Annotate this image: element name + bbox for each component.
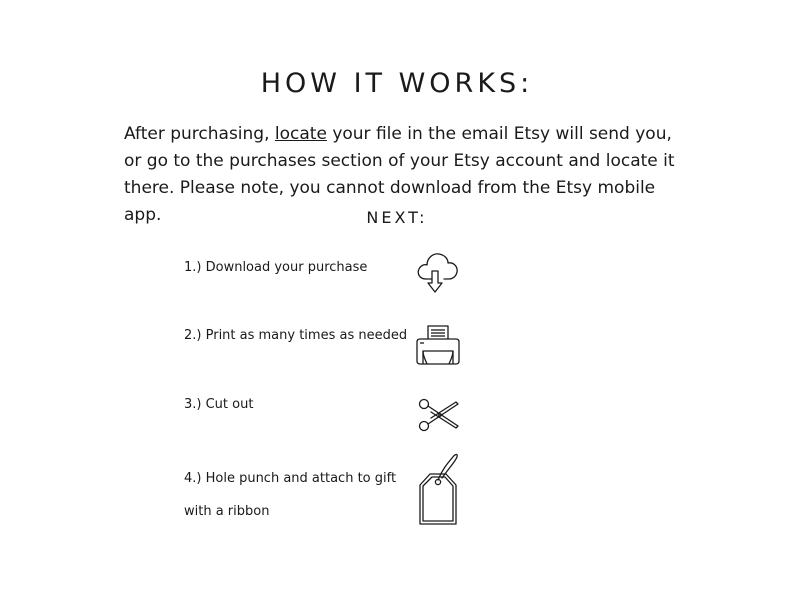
- step-4-text: 4.) Hole punch and attach to gift: [184, 471, 397, 486]
- locate-link-text: locate: [274, 124, 327, 144]
- next-heading: NEXT:: [366, 208, 428, 227]
- cloud-download-icon: [414, 249, 462, 295]
- step-1-text: 1.) Download your purchase: [184, 260, 368, 275]
- scissors-icon: [416, 396, 462, 436]
- printer-icon: [414, 323, 462, 369]
- intro-text-after: your file in the email Etsy will send you, or go to the purchases section of your Etsy account and locate it there. Please note, you cannot download from the Etsy mobile app.: [124, 124, 675, 225]
- step-2-text: 2.) Print as many times as needed: [184, 328, 408, 343]
- step-4-text-continued: with a ribbon: [184, 504, 270, 519]
- step-3-text: 3.) Cut out: [184, 397, 254, 412]
- page-title: HOW IT WORKS:: [260, 68, 534, 99]
- intro-text-before: After purchasing,: [124, 124, 275, 144]
- gift-tag-icon: [416, 450, 462, 528]
